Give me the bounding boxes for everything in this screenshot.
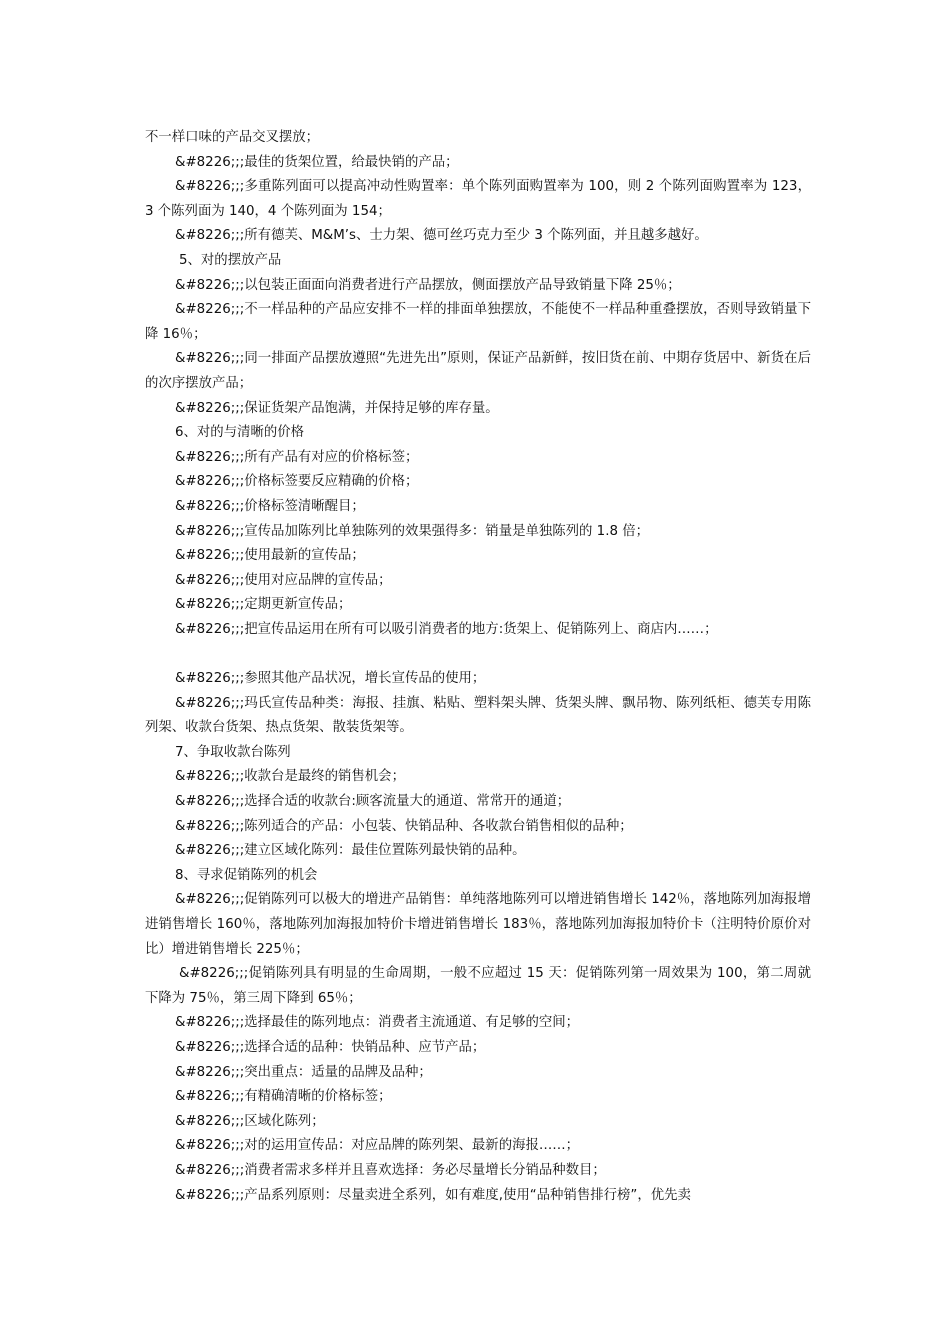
paragraph: &#8226;;;消费者需求多样并且喜欢选择：务必尽量增长分销品种数目； xyxy=(175,1162,606,1178)
paragraph: 6、对的与清晰的价格 xyxy=(175,425,305,441)
paragraph: &#8226;;;所有德芙、M&M’s、士力架、德可丝巧克力至少 3 个陈列面，并且越多越好。 xyxy=(175,228,708,244)
paragraph: &#8226;;;建立区域化陈列：最佳位置陈列最快销的品种。 xyxy=(175,843,526,859)
paragraph: &#8226;;;收款台是最终的销售机会； xyxy=(175,769,405,785)
paragraph: &#8226;;;陈列适合的产品：小包装、快销品种、各收款台销售相似的品种； xyxy=(175,818,633,834)
document-body xyxy=(145,126,811,1208)
paragraph: &#8226;;;突出重点：适量的品牌及品种； xyxy=(175,1064,432,1080)
paragraph: &#8226;;;产品系列原则：尽量卖进全系列，如有难度,使用“品种销售排行榜”，优先卖 xyxy=(175,1187,691,1203)
paragraph: &#8226;;;区域化陈列； xyxy=(175,1113,325,1129)
paragraph: &#8226;;;把宣传品运用在所有可以吸引消费者的地方:货架上、促销陈列上、商店内……； xyxy=(175,621,718,637)
paragraph: &#8226;;;不一样品种的产品应安排不一样的排面单独摆放，不能使不一样品种重叠摆放，否则导致销量下降 16％； xyxy=(145,302,811,342)
paragraph: 不一样口味的产品交叉摆放； xyxy=(145,130,320,145)
paragraph: &#8226;;;多重陈列面可以提高冲动性购置率：单个陈列面购置率为 100，则 2 个陈列面购置率为 123，3 个陈列面为 140，4 个陈列面为 154； xyxy=(145,179,811,219)
paragraph: &#8226;;;选择合适的收款台:顾客流量大的通道、常常开的通道； xyxy=(175,794,571,810)
paragraph: &#8226;;;价格标签要反应精确的价格； xyxy=(175,474,419,490)
paragraph: &#8226;;;使用对应品牌的宣传品； xyxy=(175,572,392,588)
paragraph: &#8226;;;参照其他产品状况，增长宣传品的使用； xyxy=(175,671,486,687)
paragraph: &#8226;;;促销陈列可以极大的增进产品销售：单纯落地陈列可以增进销售增长 142％，落地陈列加海报增进销售增长 160％，落地陈列加海报加特价卡增进销售增长 183％，落地陈列加海报加特价卡（注明特价原价对比）增进销售增长 225％； xyxy=(145,892,811,957)
paragraph: &#8226;;;玛氏宣传品种类：海报、挂旗、粘贴、塑料架头牌、货架头牌、飘吊物、陈列纸柜、德芙专用陈列架、收款台货架、热点货架、散装货架等。 xyxy=(145,695,811,736)
paragraph: &#8226;;;对的运用宣传品：对应品牌的陈列架、最新的海报……； xyxy=(175,1138,580,1154)
paragraph: 8、寻求促销陈列的机会 xyxy=(175,867,318,883)
paragraph: &#8226;;;定期更新宣传品； xyxy=(175,597,352,613)
paragraph: &#8226;;;最佳的货架位置，给最快销的产品； xyxy=(175,154,459,170)
paragraph: &#8226;;;同一排面产品摆放遵照“先进先出”原则，保证产品新鲜，按旧货在前、中期存货居中、新货在后的次序摆放产品； xyxy=(145,351,811,391)
paragraph: 5、对的摆放产品 xyxy=(179,252,282,268)
paragraph: &#8226;;;有精确清晰的价格标签； xyxy=(175,1089,392,1105)
paragraph: &#8226;;;宣传品加陈列比单独陈列的效果强得多：销量是单独陈列的 1.8 倍； xyxy=(175,523,650,539)
paragraph: &#8226;;;价格标签清晰醒目； xyxy=(175,498,365,514)
paragraph: &#8226;;;选择合适的品种：快销品种、应节产品； xyxy=(175,1039,486,1055)
paragraph: &#8226;;;以包装正面面向消费者进行产品摆放，侧面摆放产品导致销量下降 25％； xyxy=(175,277,681,293)
paragraph: &#8226;;;使用最新的宣传品； xyxy=(175,548,365,564)
paragraph: &#8226;;;保证货架产品饱满，并保持足够的库存量。 xyxy=(175,400,499,416)
paragraph: 7、争取收款台陈列 xyxy=(175,744,291,760)
blank-line xyxy=(145,642,811,667)
paragraph: &#8226;;;所有产品有对应的价格标签； xyxy=(175,449,419,465)
paragraph: &#8226;;;促销陈列具有明显的生命周期，一般不应超过 15 天：促销陈列第一周效果为 100，第二周就下降为 75％，第三周下降到 65％； xyxy=(145,966,811,1006)
paragraph: &#8226;;;选择最佳的陈列地点：消费者主流通道、有足够的空间； xyxy=(175,1015,580,1031)
